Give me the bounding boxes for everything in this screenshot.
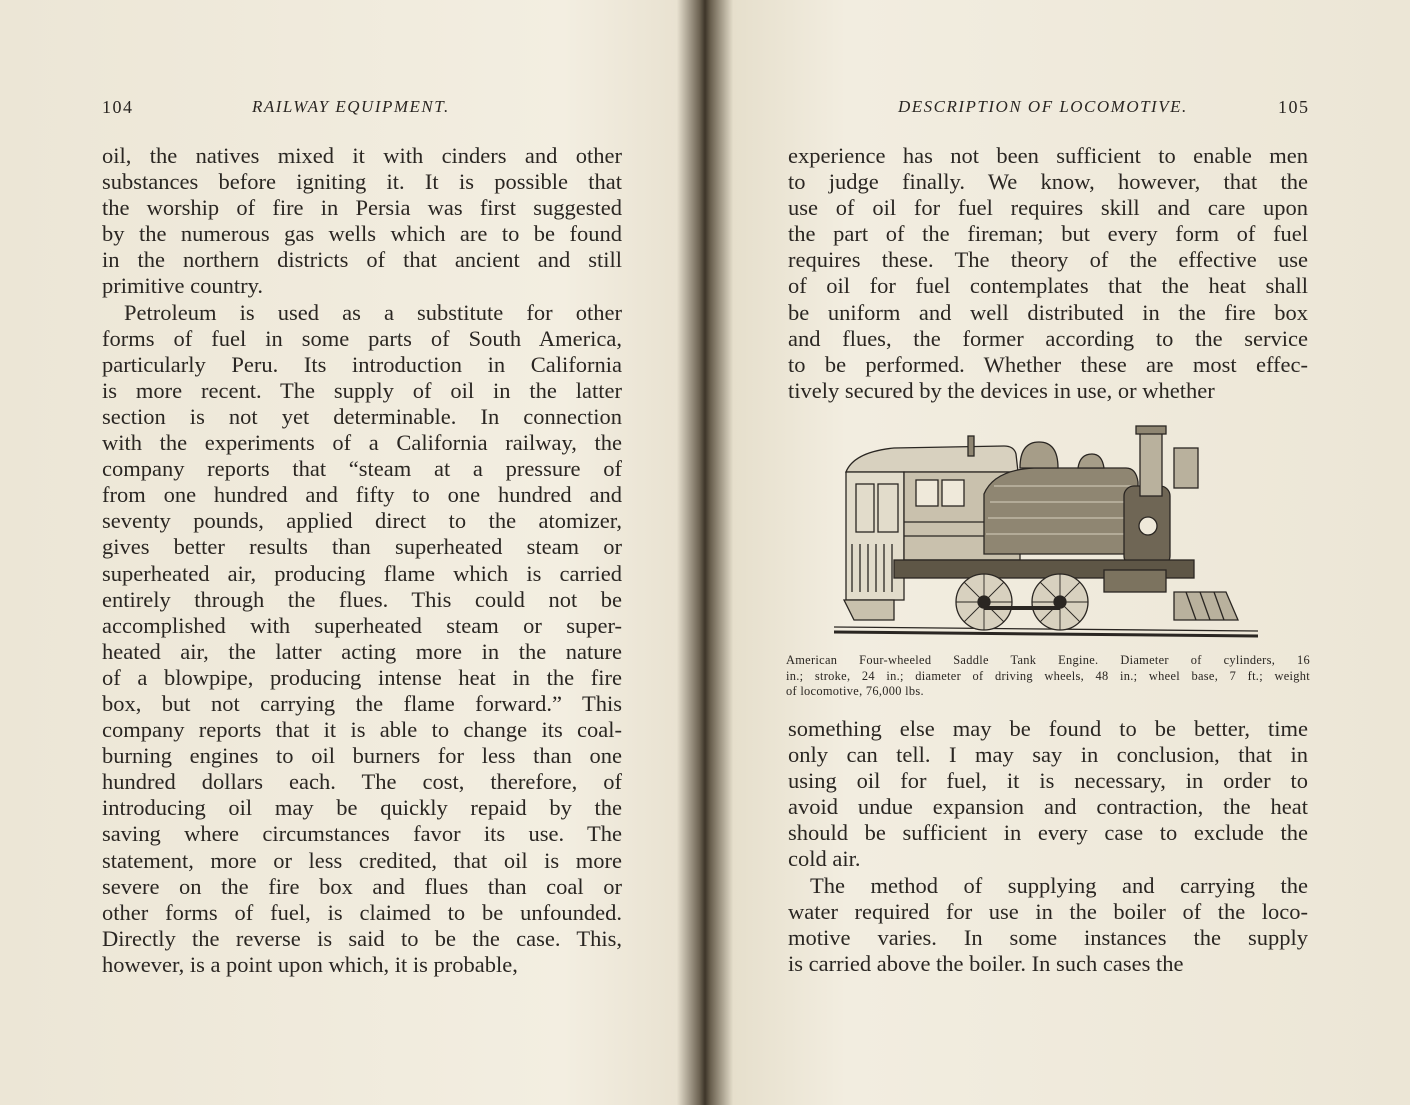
text-line: motive varies. In some instances the supply [788,924,1308,950]
text-line: superheated air, producing flame which is carried [102,560,622,586]
text-line: experience has not been sufficient to enable men [788,143,1308,168]
left-running-head [102,97,622,121]
text-line: gives better results than superheated steam or [102,534,622,560]
figure-caption [786,653,1310,700]
text-line: other forms of fuel, is claimed to be unfounded. [102,899,622,925]
locomotive-illustration [834,424,1260,644]
text-line: the part of the fireman; but every form of fuel [788,221,1308,247]
text-line: section is not yet determinable. In connection [102,403,622,429]
text-line: introducing oil may be quickly repaid by the [102,795,622,821]
text-line: by the numerous gas wells which are to be found [102,221,622,247]
text-line: cold air. [788,846,861,872]
text-line: use of oil for fuel requires skill and care upon [788,195,1308,221]
text-line: seventy pounds, applied direct to the atomizer, [102,508,622,534]
text-line: heated air, the latter acting more in the nature [102,638,622,664]
text-line: company reports that it is able to change its coal- [102,717,622,743]
text-line: in.; stroke, 24 in.; diameter of driving wheels, 48 in.; wheel base, 7 ft.; weight [786,668,1310,683]
text-line: severe on the fire box and flues than coal or [102,873,622,899]
text-line: from one hundred and fifty to one hundred and [102,482,622,508]
text-line: with the experiments of a California railway, the [102,430,622,456]
text-line: oil, the natives mixed it with cinders and other [102,143,622,168]
left-page [0,0,700,1105]
text-line: entirely through the flues. This could not be [102,586,622,612]
right-body-text-top [788,143,1308,404]
text-line: is more recent. The supply of oil in the latter [102,377,622,403]
text-line: the worship of fire in Persia was first suggested [102,195,622,221]
text-line: is carried above the boiler. In such cases the [788,950,1184,976]
text-line: company reports that “steam at a pressure of [102,456,622,482]
left-running-title: RAILWAY EQUIPMENT. [252,97,450,116]
text-line: accomplished with superheated steam or super- [102,612,622,638]
left-page-number: 104 [102,97,134,117]
right-page [710,0,1410,1105]
text-line: and flues, the former according to the service [788,325,1308,351]
text-line: Petroleum is used as a substitute for other [124,299,622,325]
text-line: particularly Peru. Its introduction in California [102,351,622,377]
text-line: substances before igniting it. It is possible that [102,169,622,195]
text-line: primitive country. [102,273,264,299]
text-line: box, but not carrying the flame forward.” This [102,690,622,716]
text-line: using oil for fuel, it is necessary, in order to [788,768,1308,794]
text-line: requires these. The theory of the effective use [788,247,1308,273]
text-line: only can tell. I may say in conclusion, that in [788,742,1308,768]
text-line: burning engines to oil burners for less than one [102,743,622,769]
left-body-text [102,143,622,978]
text-line: should be sufficient in every case to exclude the [788,820,1308,846]
text-line: be uniform and well distributed in the fire box [788,299,1308,325]
text-line: American Four-wheeled Saddle Tank Engine. Diameter of cylinders, 16 [786,653,1310,667]
text-line: The method of supplying and carrying the [810,872,1308,898]
text-line: to be performed. Whether these are most effec- [788,351,1308,377]
text-line: statement, more or less credited, that oil is more [102,847,622,873]
locomotive-engraving [834,424,1260,644]
right-running-title: DESCRIPTION OF LOCOMOTIVE. [898,97,1188,116]
text-line: however, is a point upon which, it is probable, [102,951,518,977]
text-line: Directly the reverse is said to be the case. This, [102,925,622,951]
text-line: avoid undue expansion and contraction, the heat [788,794,1308,820]
text-line: of oil for fuel contemplates that the heat shall [788,273,1308,299]
text-line: to judge finally. We know, however, that the [788,169,1308,195]
text-line: saving where circumstances favor its use. The [102,821,622,847]
text-line: something else may be found to be better, time [788,716,1308,741]
text-line: tively secured by the devices in use, or whether [788,377,1215,403]
right-body-text-bottom [788,716,1308,977]
right-page-number: 105 [1278,97,1310,117]
text-line: in the northern districts of that ancient and still [102,247,622,273]
text-line: hundred dollars each. The cost, therefore, of [102,769,622,795]
right-running-head [788,97,1308,121]
text-line: of locomotive, 76,000 lbs. [786,684,924,698]
text-line: forms of fuel in some parts of South America, [102,325,622,351]
text-line: of a blowpipe, producing intense heat in the fire [102,664,622,690]
text-line: water required for use in the boiler of the loco- [788,898,1308,924]
